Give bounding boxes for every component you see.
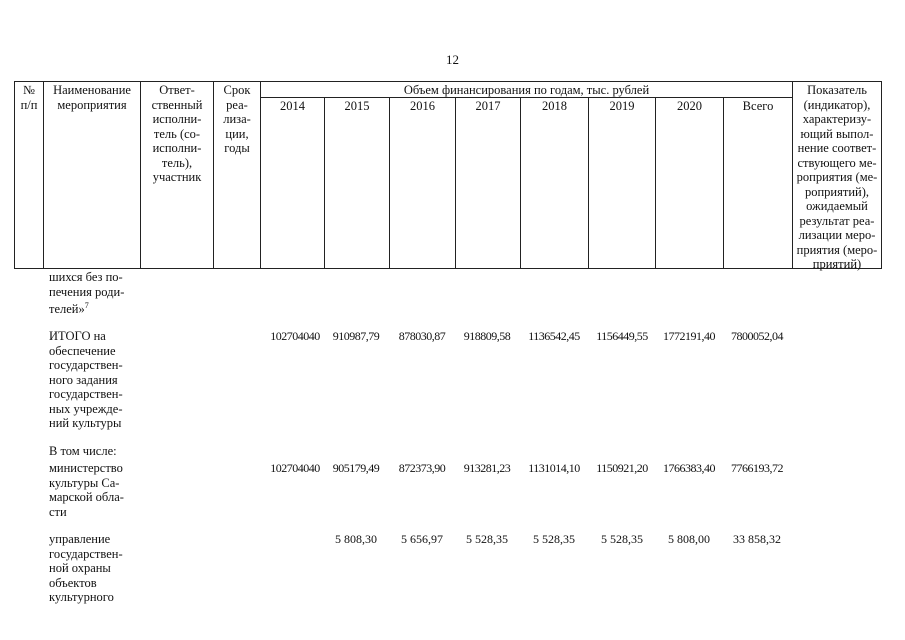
header-term: Срок реа- лиза- ции, годы <box>223 83 251 155</box>
cell-value: 5 528,35 <box>466 532 508 546</box>
header-year-2015: 2015 <box>344 99 370 113</box>
header-year-2018: 2018 <box>542 99 567 113</box>
header-year-2020: 2020 <box>677 99 702 113</box>
row-name <box>49 270 141 317</box>
header-year-2019: 2019 <box>609 99 635 113</box>
row-name-text: шихся без по- печения роди- телей» <box>49 270 125 317</box>
page-number: 12 <box>446 52 459 67</box>
cell-value: 872373,90 <box>398 461 446 475</box>
cell-value: 1131014,10 <box>528 461 580 475</box>
cell-value: 913281,23 <box>463 461 511 475</box>
cell-value: 33 858,32 <box>733 532 781 546</box>
cell-value: 5 528,35 <box>533 532 575 546</box>
header-indicator: Показатель (индикатор), характеризу- ющий выпол- нение соответ- ствующего ме- роприятия (ме- роприятий), ожидаемый результат реа- лизации меро- приятия (меро- приятий) <box>796 83 878 271</box>
cell-value: 1150921,20 <box>596 461 648 475</box>
cell-value: 1772191,40 <box>663 329 715 343</box>
cell-value: 102704040 <box>270 461 320 475</box>
row-name: ИТОГО на обеспечение государствен- ного задания государствен- ных учрежде- ний культуры <box>49 329 123 430</box>
footnote-marker: 7 <box>84 301 89 310</box>
cell-value: 5 528,35 <box>601 532 643 546</box>
row-name: В том числе: <box>49 444 117 458</box>
cell-value: 5 808,00 <box>668 532 710 546</box>
header-year-2016: 2016 <box>410 99 435 113</box>
cell-value: 1136542,45 <box>528 329 580 343</box>
cell-value: 102704040 <box>270 329 320 343</box>
header-funding-group: Объем финансирования по годам, тыс. рублей <box>403 83 650 97</box>
cell-value: 878030,87 <box>398 329 446 343</box>
row-name: министерство культуры Са- марской обла- сти <box>49 461 124 519</box>
cell-value: 5 808,30 <box>335 532 377 546</box>
cell-value: 7766193,72 <box>731 461 783 475</box>
cell-value: 905179,49 <box>332 461 380 475</box>
cell-value: 5 656,97 <box>401 532 443 546</box>
cell-value: 910987,79 <box>332 329 380 343</box>
cell-value: 1766383,40 <box>663 461 715 475</box>
header-num: № п/п <box>20 83 38 112</box>
header-responsible: Ответ- ственный исполни- тель (со- исполни- тель), участник <box>151 83 203 184</box>
row-name: управление государствен- ной охраны объектов культурного <box>49 532 123 604</box>
header-year-2014: 2014 <box>280 99 305 113</box>
header-year-2017: 2017 <box>475 99 501 113</box>
header-total: Всего <box>742 99 774 113</box>
cell-value: 1156449,55 <box>596 329 648 343</box>
cell-value: 7800052,04 <box>731 329 783 343</box>
cell-value: 918809,58 <box>463 329 511 343</box>
header-name: Наименование мероприятия <box>53 83 131 112</box>
